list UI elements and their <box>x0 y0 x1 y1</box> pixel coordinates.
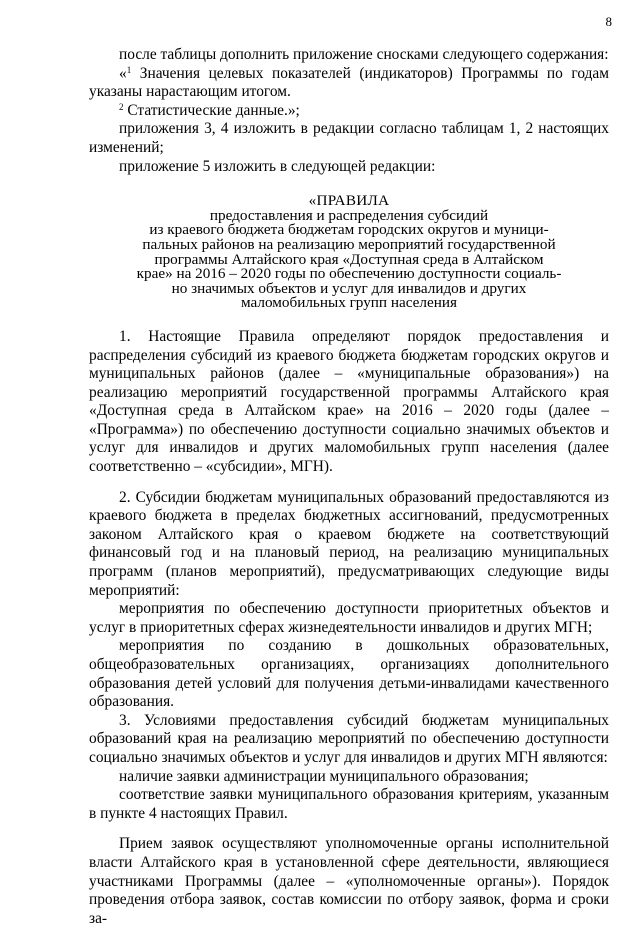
rules-subtitle-line: крае» на 2016 – 2020 годы по обеспечению доступности социаль- <box>136 265 562 283</box>
rule-paragraph-applications: Прием заявок осуществляют уполномоченные органы исполнительной власти Алтайского края в установленной сфере деятельности, являющиеся участниками Программы (далее – «уполномоченные органы»). Порядок проведения отбора заявок, состав комиссии по отбору заявок, форма и сроки за- <box>89 835 609 927</box>
page-number: 8 <box>605 14 612 29</box>
rules-title <box>89 194 609 311</box>
document-body <box>89 46 609 928</box>
rules-subtitle-line: из краевого бюджета бюджетам городских округов и муници- <box>149 221 549 239</box>
paragraph-footnote-1 <box>89 65 609 102</box>
rules-subtitle-line: но значимых объектов и услуг для инвалидов и других <box>171 279 527 297</box>
footnote-1-text: Значения целевых показателей (индикаторов) Программы по годам указаны нарастающим итогом. <box>89 64 609 101</box>
rules-title-main: «ПРАВИЛА <box>308 192 390 210</box>
rule-paragraph-2: 2. Субсидии бюджетам муниципальных образований предоставляются из краевого бюджета в пределах бюджетных ассигнований, предусмотренных законом Алтайского края о краевом бюджете на соответствующий финансовый год и на плановый период, на реализацию муниципальных программ (планов мероприятий), предусматривающих следующие виды мероприятий: <box>89 488 609 599</box>
rules-subtitle-line: пальных районов на реализацию мероприятий государственной <box>142 235 556 253</box>
rules-subtitle-line: предоставления и распределения субсидий <box>209 206 489 224</box>
paragraph-appendix-5: приложение 5 изложить в следующей редакции: <box>119 157 436 175</box>
rule-list-item-education: мероприятия по созданию в дошкольных образовательных, общеобразовательных организациях, организациях дополнительного образования детей условий для получения детьми-инвалидами качественного образования. <box>89 637 609 711</box>
open-quote: « <box>119 64 127 82</box>
paragraph-appendix-3-4: приложения 3, 4 изложить в редакции согласно таблицам 1, 2 настоящих изменений; <box>89 120 609 156</box>
rule-condition-criteria: соответствие заявки муниципального образования критериям, указанным в пункте 4 настоящих Правил. <box>89 786 609 822</box>
rules-subtitle-line: маломобильных групп населения <box>241 294 457 312</box>
footnote-mark-2: 2 <box>119 101 124 112</box>
rule-paragraph-1: 1. Настоящие Правила определяют порядок предоставления и распределения субсидий из краевого бюджета бюджетам городских округов и муниципальных районов (далее – «муниципальные образования») на реализацию мероприятий государственной программы Алтайского края «Доступная среда в Алтайском крае» на 2016 – 2020 годы (далее – «Программа») по обеспечению доступности социально значимых объектов и услуг для инвалидов и других маломобильных групп населения (далее соответственно – «субсидии», МГН). <box>89 327 609 476</box>
rules-subtitle-line: программы Алтайского края «Доступная среда в Алтайском <box>154 250 544 268</box>
footnote-mark-1: 1 <box>126 64 132 75</box>
rule-paragraph-3: 3. Условиями предоставления субсидий бюджетам муниципальных образований края на реализацию мероприятий по обеспечению доступности социально значимых объектов и услуг для инвалидов и других МГН являются: <box>89 711 609 766</box>
footnote-2-text: Статистические данные.»; <box>127 101 300 119</box>
rule-list-item-accessibility: мероприятия по обеспечению доступности приоритетных объектов и услуг в приоритетных сферах жизнедеятельности инвалидов и других МГН; <box>89 600 609 636</box>
paragraph-footnote-2 <box>89 102 609 121</box>
paragraph-appendix-footnotes: после таблицы дополнить приложение сносками следующего содержания: <box>119 46 609 63</box>
rule-condition-application: наличие заявки администрации муниципального образования; <box>119 767 529 785</box>
